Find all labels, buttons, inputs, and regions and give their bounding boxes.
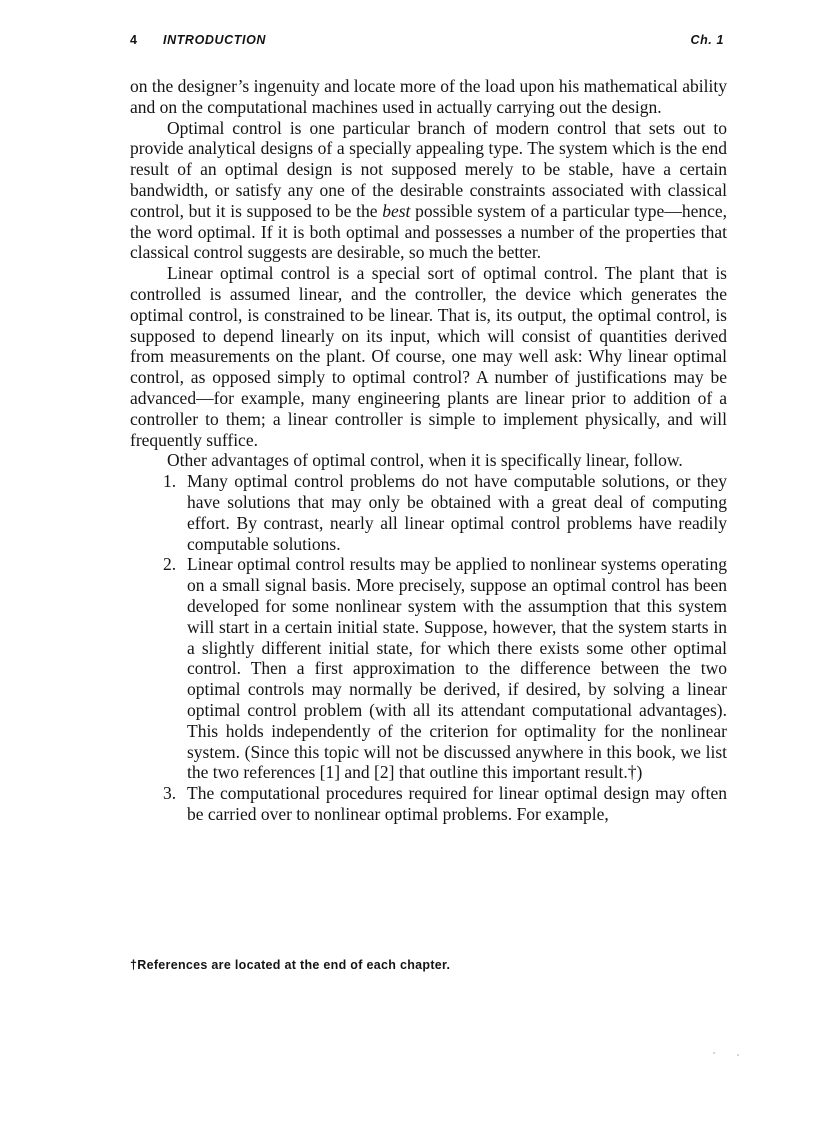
paragraph-text: possible system of a particular type—hence, the word optimal. If it is both optimal and possesses a number of the properties that classical control suggests are desirable, so much the better. [130,200,727,263]
advantages-list [130,471,727,825]
list-item-text: The computational procedures required for linear optimal design may often be carried over to nonlinear optimal problems. For example, [187,783,727,824]
chapter-label: Ch. 1 [690,33,724,47]
paragraph-continued: on the designer’s ingenuity and locate more of the load upon his mathematical ability and on the computational machines used in actually carrying out the design. [130,76,727,117]
list-item [130,783,727,825]
footnote: †References are located at the end of each chapter. [130,958,451,972]
emphasis-best: best [382,200,411,221]
paragraph-linear-optimal-control: Linear optimal control is a special sort of optimal control. The plant that is controlled is assumed linear, and the controller, the device which generates the optimal control, is constrained to be linear. That is, its output, the optimal control, is supposed to depend linearly on its input, which will consist of quantities derived from measurements on the plant. Of course, one may well ask: Why linear optimal control, as opposed simply to optimal control? A number of justifications may be advanced—for example, many engineering plants are linear prior to addition of a controller to them; a linear controller is simple to implement physically, and will frequently suffice. [130,263,727,450]
list-item-text: Linear optimal control results may be applied to nonlinear systems operating on a small signal basis. More precisely, suppose an optimal control has been developed for some nonlinear system with the assumption that this system will start in a certain initial state. Suppose, however, that the system starts in a slightly different initial state, for which there exists some other optimal control. Then a first approximation to the difference between the two optimal controls may normally be derived, if desired, by solving a linear optimal control problem (with all its attendant computational advantages). This holds independently of the criterion for optimality for the nonlinear system. (Since this topic will not be discussed anywhere in this book, we list the two references [1] and [2] that outline this important result.†) [187,554,727,783]
running-header [130,33,726,53]
list-item-number: 1. [163,471,177,492]
list-item-number: 3. [163,783,177,804]
paragraph-other-advantages: Other advantages of optimal control, when it is specifically linear, follow. [167,450,683,471]
page-number: 4 [130,33,138,47]
scan-speck [713,1052,715,1054]
body-text [130,76,727,825]
list-item-text: Many optimal control problems do not have computable solutions, or they have solutions that may only be obtained with a great deal of computing effort. By contrast, nearly all linear optimal control problems have readily computable solutions. [187,471,727,554]
list-item [130,471,727,554]
running-title: INTRODUCTION [163,33,267,47]
paragraph-optimal-control [130,118,727,264]
list-item-number: 2. [163,554,177,575]
scan-speck [737,1054,739,1056]
list-item [130,554,727,783]
paragraph-text: Optimal control is one particular branch of modern control that sets out to provide analytical designs of a specially appealing type. The system which is the end result of an optimal design is not supposed merely to be stable, have a certain bandwidth, or satisfy any one of the desirable constraints associated with classical control, but it is supposed to be the [130,117,727,221]
